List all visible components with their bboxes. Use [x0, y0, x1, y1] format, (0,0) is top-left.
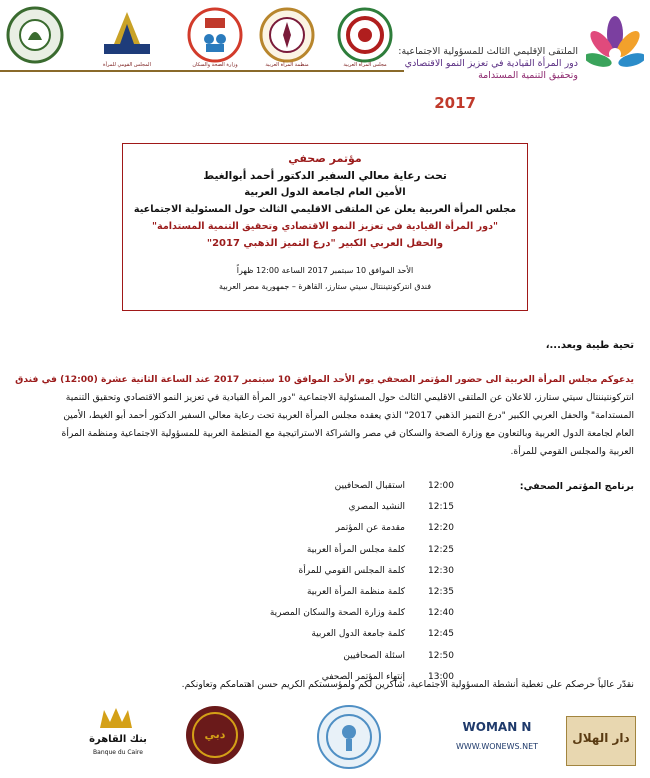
- program-row: [0, 481, 650, 499]
- box-secretary-general: الأمين العام لجامعة الدول العربية: [244, 187, 406, 198]
- program-item-label: إنتهاء المؤتمر الصحفي: [321, 671, 405, 682]
- program-time: 12:30: [428, 565, 454, 576]
- un-women-logo: [316, 704, 382, 770]
- national-council-women-logo: [98, 6, 156, 64]
- program-time: 12:20: [428, 523, 454, 534]
- header-logos: [6, 6, 396, 70]
- program-row: [0, 629, 650, 647]
- paragraph-line-1: يدعوكم مجلس المرأة العربية الى حضور المؤتمر الصحفي يوم الأحد الموافق 10 سبتمبر 2017 عند الساعة الثانية عشرة (12:00) في فندق: [15, 374, 634, 385]
- logo-caption-awc: مجلس المرأة العربية: [343, 62, 387, 68]
- logo-caption-awo: منظمة المرأة العربية: [265, 62, 309, 68]
- announcement-box: [122, 143, 528, 311]
- program-item-label: كلمة مجلس المرأة العربية: [306, 544, 405, 555]
- arab-women-council-logo: [336, 6, 394, 64]
- box-date-time: الأحد الموافق 10 سبتمبر 2017 الساعة 12:00 ظهراً: [236, 266, 414, 275]
- ministry-health-logo: [186, 6, 244, 64]
- womannews-title: WOMAN N: [462, 720, 532, 734]
- program-time: 12:15: [428, 502, 454, 513]
- logo-caption-moh: وزارة الصحة والسكان: [192, 62, 238, 68]
- dar-al-hilal-text: دار الهلال: [572, 731, 630, 745]
- paragraph-line-4: العام لجامعة الدول العربية وبالتعاون مع وزارة الصحة والسكان في مصر والشراكة الاستراتيجية مع المنظمة العربية للمسؤولية الاجتماعية ومنظمة المرأة: [61, 428, 634, 439]
- forum-title-line-3: وتحقيق التنمية المستدامة: [478, 70, 578, 81]
- program-title: برنامج المؤتمر الصحفي:: [519, 481, 634, 492]
- program-time: 12:45: [428, 629, 454, 640]
- womannews-logo: [452, 716, 542, 766]
- forum-brand: [398, 10, 644, 112]
- dubai-award-logo: [184, 704, 246, 766]
- forum-flower-logo: [586, 14, 644, 84]
- box-heading: مؤتمر صحفي: [288, 152, 362, 165]
- forum-title-line-1: الملتقى الإقليمي الثالث للمسؤولية الاجتماعية:: [398, 46, 578, 57]
- program-row: [0, 608, 650, 626]
- program-time: 12:35: [428, 587, 454, 597]
- program-row: [0, 566, 650, 584]
- bank-subtitle: Banque du Caire: [93, 749, 143, 756]
- program-item-label: النشيد المصري: [348, 502, 405, 513]
- program-item-label: كلمة وزارة الصحة والسكان المصرية: [269, 608, 405, 619]
- paragraph-line-3: المستدامة" والحفل العربي الكبير "درع التميز الذهبي 2017" الذي يعقده مجلس المرأة العربية تحت رعاية معالي السفير الدكتور أحمد أبو الغيط، الأمين: [63, 410, 634, 421]
- program-row: [0, 651, 650, 669]
- program-item-label: اسئلة الصحافيين: [343, 650, 405, 661]
- logo-caption-ncw: المجلس القومي للمرأة: [103, 62, 151, 68]
- paragraph-line-2: [16, 392, 634, 403]
- program-time: 12:40: [428, 608, 454, 619]
- forum-title-line-2: دور المرأة القيادية في تعزيز النمو الاقتصادي: [404, 58, 578, 69]
- program-item-label: كلمة جامعة الدول العربية: [311, 629, 405, 640]
- banque-du-caire-logo: [86, 704, 150, 764]
- program-time: 12:25: [428, 544, 454, 555]
- dar-al-hilal-logo: [566, 716, 636, 766]
- program-row: [0, 545, 650, 563]
- program-item-label: كلمة منظمة المرأة العربية: [306, 587, 405, 597]
- womannews-url: WWW.WONEWS.NET: [455, 742, 539, 751]
- forum-title: [398, 46, 578, 82]
- box-forum-theme: "دور المرأة القيادية في تعزيز النمو الاقتصادي وتحقيق التنمية المستدامة": [152, 221, 498, 232]
- box-gala: والحفل العربي الكبير "درع التميز الذهبي 2017": [206, 238, 444, 249]
- program-row: [0, 523, 650, 541]
- forum-year: 2017: [434, 94, 476, 112]
- program-time: 13:00: [428, 671, 454, 682]
- emblem-logo-1: [6, 6, 64, 64]
- dubai-label: دبي: [204, 728, 226, 741]
- program-time: 12:00: [428, 481, 454, 491]
- program-time: 12:50: [428, 650, 454, 661]
- paragraph-line-5: العربية والمجلس القومي للمرأة.: [510, 446, 634, 457]
- header-rule: [0, 70, 404, 72]
- greeting: تحية طيبة وبعد...،: [545, 340, 634, 351]
- box-announcement: مجلس المرأة العربية يعلن عن الملتقى الاقليمي الثالث حول المسئولية الاجتماعية: [133, 204, 517, 215]
- program-row: [0, 587, 650, 605]
- program-row: [0, 502, 650, 520]
- arab-women-organization-logo: [258, 6, 316, 64]
- closing-text: نقدّر عالياً حرصكم على تغطية أنشطة المسؤولية الاجتماعية، شاكرين لكم ولمؤسستكم الكريم حسن اهتمامكم وتعاونكم.: [181, 679, 634, 690]
- program-item-label: مقدمة عن المؤتمر: [335, 523, 405, 534]
- program-item-label: استقبال الصحافيين: [334, 481, 405, 491]
- paragraph-line-2-text: انتركونتيننتال سيتي ستارز، للاعلان عن الملتقى الاقليمي الثالث حول المسئولية الاجتماعية "دور المرأة القيادية في تعزيز النمو الاقتصادي وتحقيق التنمية: [65, 392, 634, 403]
- box-venue: فندق انتركونتيننتال سيتي ستارز، القاهرة – جمهورية مصر العربية: [218, 282, 432, 291]
- bank-name: بنك القاهرة: [89, 734, 147, 745]
- box-patronage: تحت رعاية معالي السفير الدكتور أحمد أبوالغيط: [203, 170, 447, 182]
- program-item-label: كلمة المجلس القومي للمرأة: [298, 565, 405, 576]
